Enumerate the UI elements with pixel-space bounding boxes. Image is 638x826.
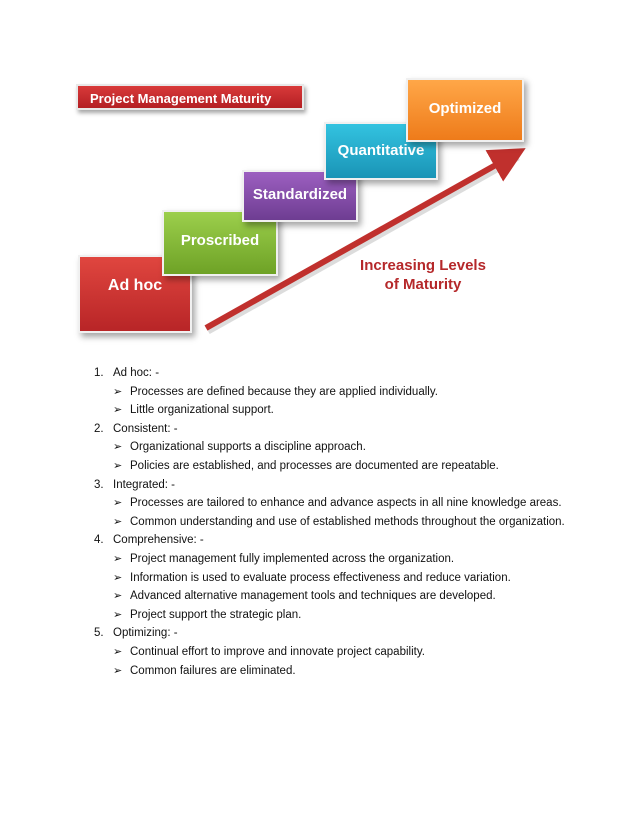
maturity-list — [94, 364, 614, 680]
bullet-item — [94, 438, 614, 457]
arrow-bullet-icon: ➢ — [113, 404, 123, 417]
bullet-text: Project management fully implemented across the organization. — [130, 552, 455, 565]
list-item-title: Ad hoc: - — [113, 367, 160, 379]
list-item — [94, 476, 614, 495]
maturity-diagram — [70, 72, 530, 342]
arrow-bullet-icon: ➢ — [113, 497, 123, 510]
list-item — [94, 624, 614, 643]
arrow-bullet-icon: ➢ — [113, 608, 123, 621]
bullet-text: Continual effort to improve and innovate project capability. — [130, 645, 425, 658]
arrow-bullet-icon: ➢ — [113, 645, 123, 658]
bullet-text: Processes are tailored to enhance and advance aspects in all nine knowledge areas. — [130, 497, 562, 510]
list-item-number: 1. — [94, 367, 104, 379]
list-item-number: 4. — [94, 534, 104, 547]
list-item-title: Optimizing: - — [113, 627, 178, 640]
list-item-number: 2. — [94, 422, 104, 435]
arrow-bullet-icon: ➢ — [113, 515, 123, 528]
arrow-bullet-icon: ➢ — [113, 385, 123, 398]
arrow-bullet-icon: ➢ — [113, 459, 123, 472]
list-item — [94, 531, 614, 550]
step-proscribed: Proscribed — [162, 210, 278, 276]
bullet-item — [94, 401, 614, 420]
step-ad-hoc: Ad hoc — [78, 255, 192, 333]
bullet-text: Policies are established, and processes are documented are repeatable. — [130, 459, 499, 472]
bullet-text: Little organizational support. — [130, 404, 274, 417]
arrow-bullet-icon: ➢ — [113, 664, 123, 677]
bullet-item — [94, 643, 614, 662]
list-item — [94, 364, 614, 383]
bullet-item — [94, 587, 614, 606]
bullet-item — [94, 550, 614, 569]
bullet-item — [94, 662, 614, 681]
arrow-bullet-icon: ➢ — [113, 571, 123, 584]
step-optimized: Optimized — [406, 78, 524, 142]
arrow-bullet-icon: ➢ — [113, 441, 123, 454]
step-quantitative: Quantitative — [324, 122, 438, 180]
bullet-text: Advanced alternative management tools and techniques are developed. — [130, 590, 496, 603]
bullet-text: Processes are defined because they are applied individually. — [130, 385, 438, 398]
bullet-item — [94, 569, 614, 588]
diagram-title: Project Management Maturity — [76, 84, 304, 110]
list-item-number: 3. — [94, 478, 104, 491]
bullet-item — [94, 457, 614, 476]
bullet-item — [94, 513, 614, 532]
list-item — [94, 420, 614, 439]
arrow-label: Increasing Levels of Maturity — [360, 257, 486, 293]
bullet-text: Organizational supports a discipline approach. — [130, 441, 366, 454]
list-item-title: Consistent: - — [113, 422, 178, 435]
bullet-text: Common failures are eliminated. — [130, 664, 296, 677]
arrow-bullet-icon: ➢ — [113, 590, 123, 603]
list-item-title: Integrated: - — [113, 478, 176, 491]
list-item-number: 5. — [94, 627, 104, 640]
list-item-title: Comprehensive: - — [113, 534, 204, 547]
bullet-text: Common understanding and use of established methods throughout the organization. — [130, 515, 565, 528]
bullet-text: Information is used to evaluate process effectiveness and reduce variation. — [130, 571, 511, 584]
arrow-bullet-icon: ➢ — [113, 552, 123, 565]
bullet-text: Project support the strategic plan. — [130, 608, 302, 621]
step-standardized: Standardized — [242, 170, 358, 222]
bullet-item — [94, 606, 614, 625]
bullet-item — [94, 383, 614, 402]
bullet-item — [94, 494, 614, 513]
